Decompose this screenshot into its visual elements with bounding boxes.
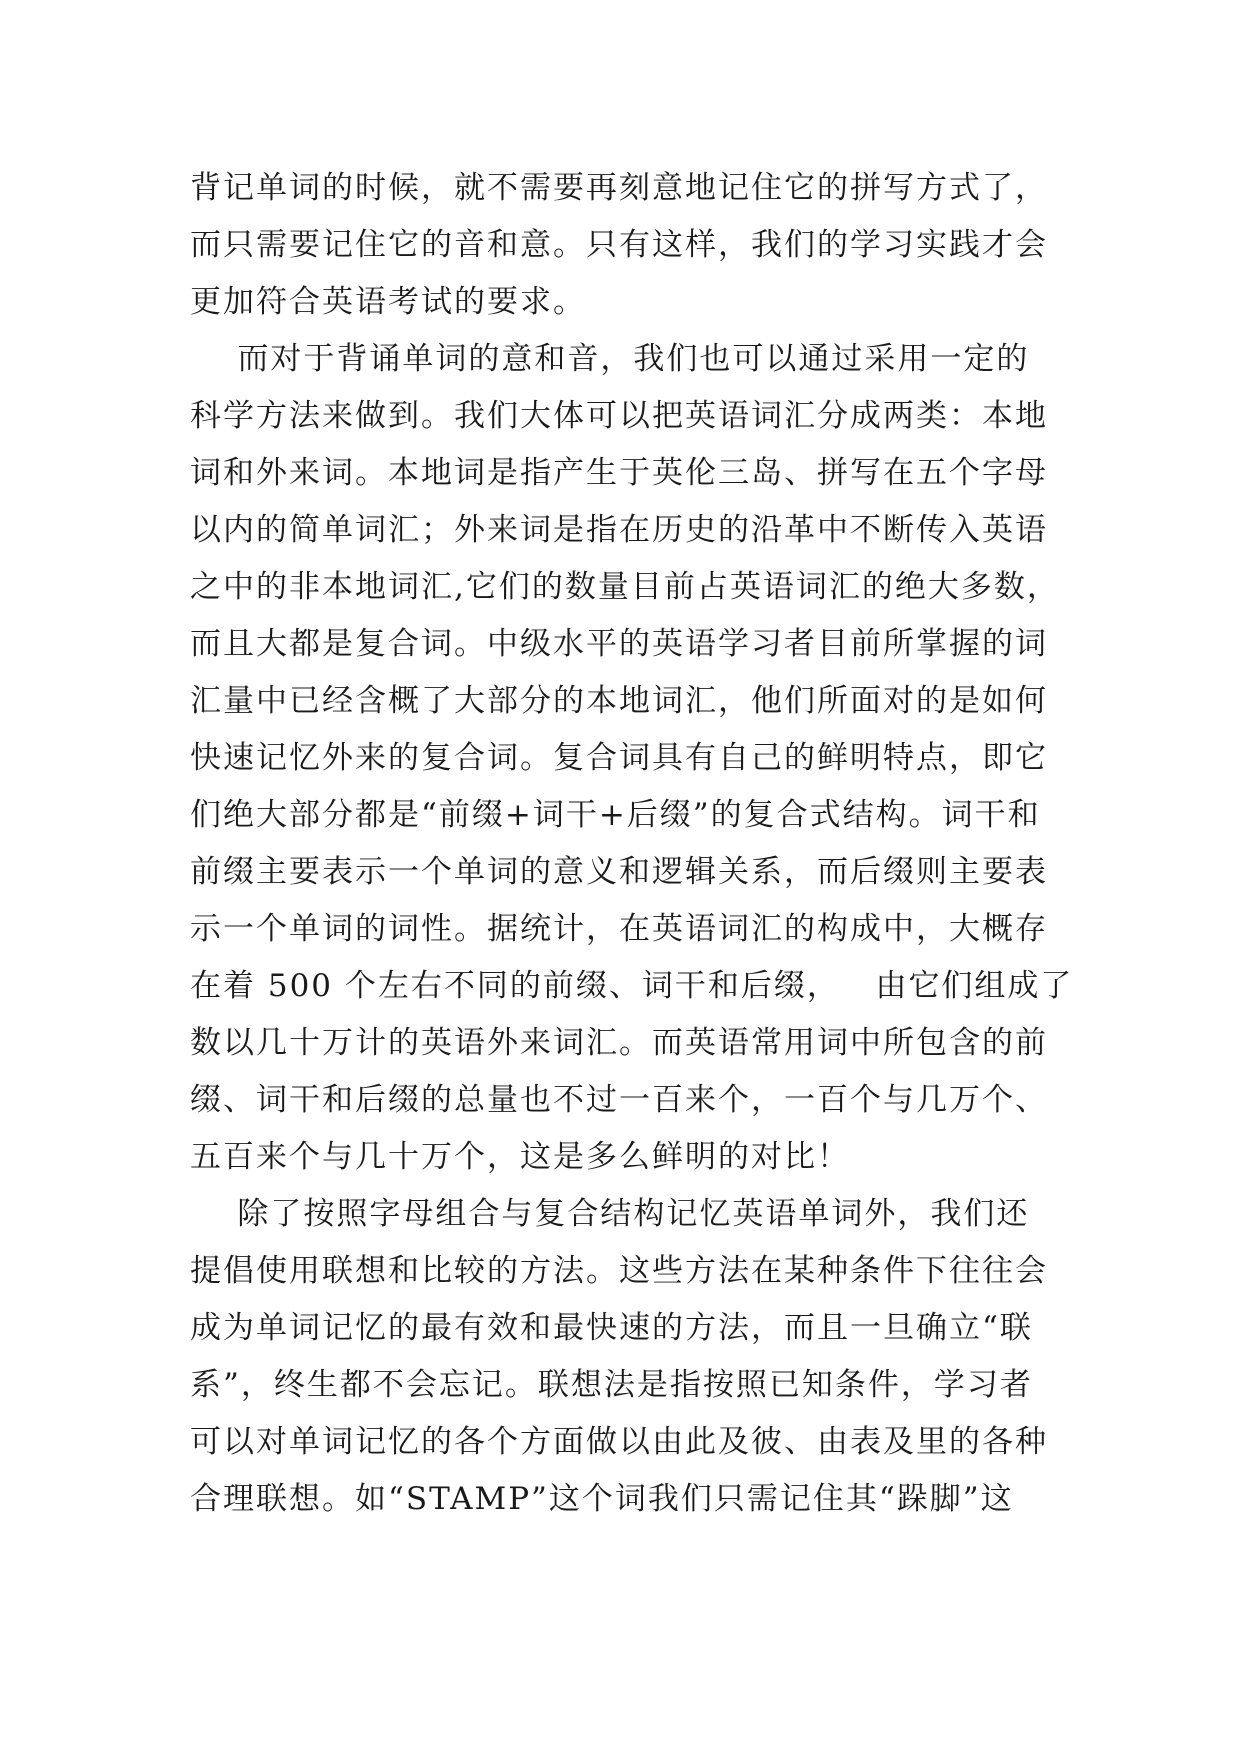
text-line: 以内的简单词汇；外来词是指在历史的沿革中不断传入英语 xyxy=(190,512,1048,548)
text-line: 而只需要记住它的音和意。只有这样，我们的学习实践才会 xyxy=(190,227,1048,263)
text-line: 缀、词干和后缀的总量也不过一百来个，一百个与几万个、 xyxy=(190,1082,1048,1118)
text-line: 背记单词的时候，就不需要再刻意地记住它的拼写方式了， xyxy=(190,170,1048,206)
text-line: 更加符合英语考试的要求。 xyxy=(190,284,586,320)
text-line: 之中的非本地词汇,它们的数量目前占英语词汇的绝大多数， xyxy=(190,569,1060,605)
text-line: 词和外来词。本地词是指产生于英伦三岛、拼写在五个字母 xyxy=(190,455,1048,491)
text-line: 提倡使用联想和比较的方法。这些方法在某种条件下往往会 xyxy=(190,1253,1048,1289)
text-line: 而对于背诵单词的意和音，我们也可以通过采用一定的 xyxy=(190,341,1030,377)
text-line: 数以几十万计的英语外来词汇。而英语常用词中所包含的前 xyxy=(190,1025,1048,1061)
text-line: 五百来个与几十万个，这是多么鲜明的对比！ xyxy=(190,1139,850,1175)
text-line: 前缀主要表示一个单词的意义和逻辑关系，而后缀则主要表 xyxy=(190,854,1048,890)
text-line: 而且大都是复合词。中级水平的英语学习者目前所掌握的词 xyxy=(190,626,1048,662)
text-line: 示一个单词的词性。据统计，在英语词汇的构成中，大概存 xyxy=(190,911,1048,947)
text-line: 系”，终生都不会忘记。联想法是指按照已知条件，学习者 xyxy=(190,1367,1033,1403)
text-line: 科学方法来做到。我们大体可以把英语词汇分成两类：本地 xyxy=(190,398,1048,434)
text-line: 在着 500 个左右不同的前缀、词干和后缀， 由它们组成了 xyxy=(190,968,1074,1004)
text-line: 成为单词记忆的最有效和最快速的方法，而且一旦确立“联 xyxy=(190,1310,1033,1346)
text-line: 合理联想。如“STAMP”这个词我们只需记住其“跺脚”这 xyxy=(190,1481,1014,1517)
text-line: 们绝大部分都是“前缀+词干+后缀”的复合式结构。词干和 xyxy=(190,797,1041,833)
document-body xyxy=(190,160,1074,1528)
text-line: 除了按照字母组合与复合结构记忆英语单词外，我们还 xyxy=(190,1196,1030,1232)
text-line: 汇量中已经含概了大部分的本地词汇，他们所面对的是如何 xyxy=(190,683,1048,719)
text-line: 快速记忆外来的复合词。复合词具有自己的鲜明特点，即它 xyxy=(190,740,1048,776)
text-line: 可以对单词记忆的各个方面做以由此及彼、由表及里的各种 xyxy=(190,1424,1048,1460)
